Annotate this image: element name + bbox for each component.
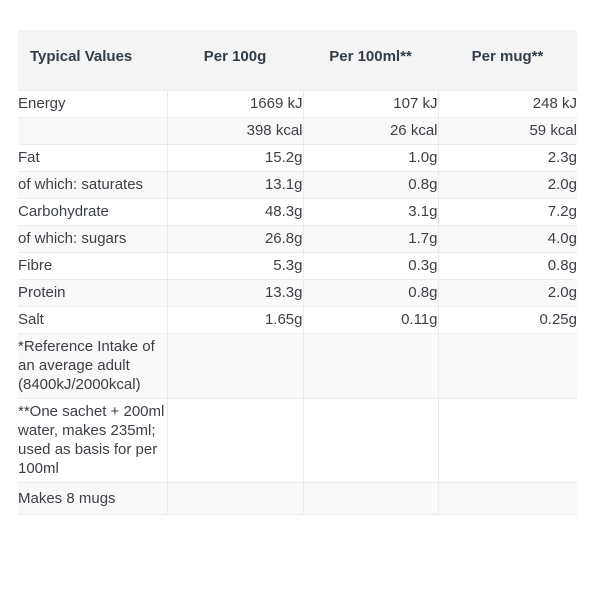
header-row bbox=[18, 30, 577, 91]
row-label: Makes 8 mugs bbox=[18, 483, 167, 515]
value-per-100ml bbox=[303, 334, 438, 399]
column-header-per-100ml: Per 100ml** bbox=[303, 30, 438, 91]
column-header-per-mug: Per mug** bbox=[438, 30, 577, 91]
value-per-100ml: 0.8g bbox=[303, 172, 438, 199]
value-per-100ml bbox=[303, 483, 438, 515]
value-per-mug: 2.0g bbox=[438, 172, 577, 199]
value-per-mug bbox=[438, 483, 577, 515]
row-sugars bbox=[18, 226, 577, 253]
row-makes-8-mugs bbox=[18, 483, 577, 515]
value-per-100g bbox=[167, 334, 303, 399]
row-label bbox=[18, 118, 167, 145]
row-energy-kcal bbox=[18, 118, 577, 145]
value-per-mug: 7.2g bbox=[438, 199, 577, 226]
value-per-100g: 1669 kJ bbox=[167, 91, 303, 118]
value-per-100g bbox=[167, 483, 303, 515]
value-per-100ml: 1.0g bbox=[303, 145, 438, 172]
value-per-100g: 48.3g bbox=[167, 199, 303, 226]
column-header-per-100g: Per 100g bbox=[167, 30, 303, 91]
value-per-100g: 15.2g bbox=[167, 145, 303, 172]
value-per-100ml: 3.1g bbox=[303, 199, 438, 226]
row-label: **One sachet + 200ml water, makes 235ml; used as basis for per 100ml bbox=[18, 399, 167, 483]
row-protein bbox=[18, 280, 577, 307]
value-per-mug: 2.3g bbox=[438, 145, 577, 172]
row-reference-intake-note bbox=[18, 334, 577, 399]
row-fat bbox=[18, 145, 577, 172]
value-per-mug: 2.0g bbox=[438, 280, 577, 307]
value-per-100g bbox=[167, 399, 303, 483]
value-per-mug: 248 kJ bbox=[438, 91, 577, 118]
value-per-100g: 13.1g bbox=[167, 172, 303, 199]
row-salt bbox=[18, 307, 577, 334]
value-per-mug: 0.25g bbox=[438, 307, 577, 334]
row-label: Protein bbox=[18, 280, 167, 307]
row-fibre bbox=[18, 253, 577, 280]
value-per-mug: 59 kcal bbox=[438, 118, 577, 145]
row-label: of which: saturates bbox=[18, 172, 167, 199]
row-saturates bbox=[18, 172, 577, 199]
value-per-100ml: 0.3g bbox=[303, 253, 438, 280]
value-per-mug bbox=[438, 334, 577, 399]
row-label: of which: sugars bbox=[18, 226, 167, 253]
value-per-mug: 0.8g bbox=[438, 253, 577, 280]
row-energy bbox=[18, 91, 577, 118]
row-sachet-note bbox=[18, 399, 577, 483]
row-carbohydrate bbox=[18, 199, 577, 226]
value-per-mug bbox=[438, 399, 577, 483]
row-label: Fibre bbox=[18, 253, 167, 280]
row-label: Salt bbox=[18, 307, 167, 334]
value-per-100g: 5.3g bbox=[167, 253, 303, 280]
row-label: *Reference Intake of an average adult (8400kJ/2000kcal) bbox=[18, 334, 167, 399]
value-per-mug: 4.0g bbox=[438, 226, 577, 253]
value-per-100ml: 1.7g bbox=[303, 226, 438, 253]
column-header-typical-values: Typical Values bbox=[18, 30, 167, 91]
value-per-100g: 13.3g bbox=[167, 280, 303, 307]
value-per-100g: 26.8g bbox=[167, 226, 303, 253]
value-per-100ml bbox=[303, 399, 438, 483]
row-label: Energy bbox=[18, 91, 167, 118]
row-label: Fat bbox=[18, 145, 167, 172]
row-label: Carbohydrate bbox=[18, 199, 167, 226]
value-per-100ml: 0.11g bbox=[303, 307, 438, 334]
typical-values-table bbox=[18, 30, 577, 515]
value-per-100ml: 26 kcal bbox=[303, 118, 438, 145]
value-per-100ml: 107 kJ bbox=[303, 91, 438, 118]
value-per-100g: 1.65g bbox=[167, 307, 303, 334]
value-per-100ml: 0.8g bbox=[303, 280, 438, 307]
value-per-100g: 398 kcal bbox=[167, 118, 303, 145]
